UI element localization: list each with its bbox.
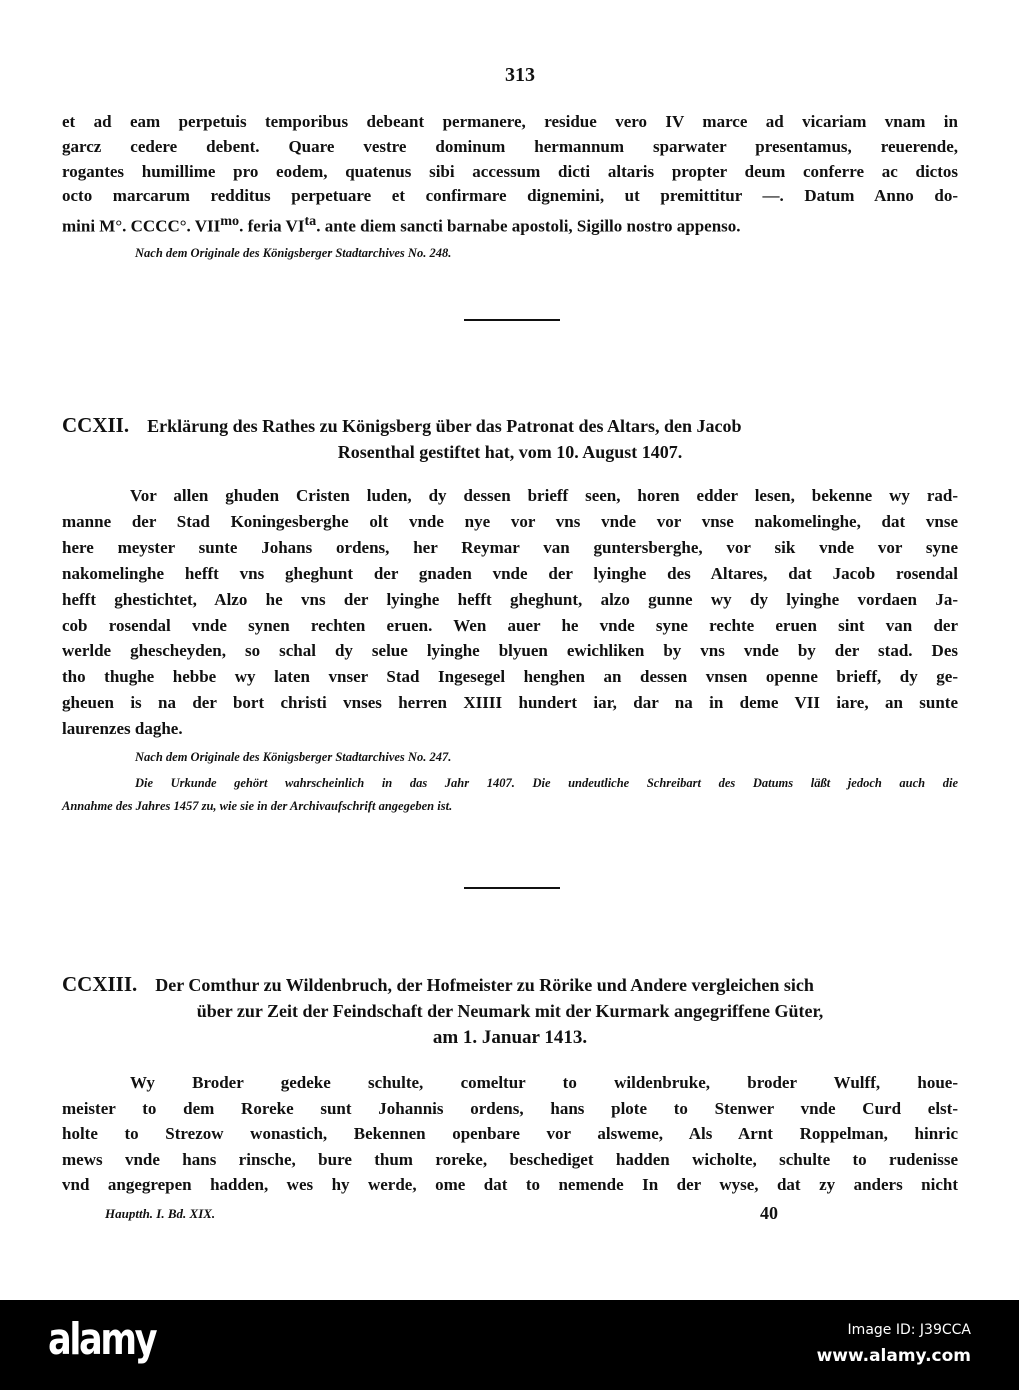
text-line: hefft ghestichtet, Alzo he vns der lyinghe hefft gheghunt, alzo gunne wy dy lyinghe vordaen Ja- xyxy=(62,589,958,609)
section-divider xyxy=(464,887,560,889)
site-url: www.alamy.com xyxy=(816,1346,971,1366)
text-line: laurenzes daghe. xyxy=(62,719,183,739)
section-3-title-line-3: am 1. Januar 1413. xyxy=(432,1027,588,1048)
section-2-heading xyxy=(62,414,958,437)
section-3-number: CCXIII. xyxy=(62,972,138,996)
text-line: werlde ghescheyden, so schal dy selue lyinghe blyuen ewichliken by vns vnde by der stad. Des xyxy=(62,641,958,661)
watermark-bar xyxy=(0,1300,1019,1390)
text-line: tho thughe hebbe wy laten vnser Stad Ingesegel henghen an dessen vnsen openne brieff, dy ge- xyxy=(62,667,958,687)
remark-line-1: Die Urkunde gehört wahrscheinlich in das Jahr 1407. Die undeutliche Schreibart des Datums läßt jedoch auch die xyxy=(135,776,958,790)
sheet-number: 40 xyxy=(760,1203,778,1223)
text-line: mini M°. CCCC°. $VII^{mo}$. feria $VI^{ta}$. ante diem sancti barnabe apostoli, Sigillo nostro appenso. xyxy=(62,213,741,236)
image-id: Image ID: J39CCA xyxy=(847,1322,971,1338)
section-2-number: CCXII. xyxy=(62,413,130,437)
text-line: Vor allen ghuden Cristen luden, dy dessen brieff seen, horen edder lesen, bekenne wy rad- xyxy=(130,486,958,505)
section-divider xyxy=(464,319,560,321)
text-line: cob rosendal vnde synen rechten eruen. Wen auer he vnde syne rechte eruen sint van der xyxy=(62,615,958,635)
text-line: here meyster sunte Johans ordens, her Reymar van guntersberghe, vor sik vnde vor syne xyxy=(62,537,958,557)
text-line: gheuen is na der bort christi vnses herren XIIII hundert iar, dar na in deme VII iare, an sunte xyxy=(62,693,958,713)
text-line: meister to dem Roreke sunt Johannis ordens, hans plote to Stenwer vnde Curd elst- xyxy=(62,1098,958,1118)
text-line: manne der Stad Koningesberghe olt vnde nye vor vns vnde vor vnse nakomelinghe, dat vnse xyxy=(62,511,958,531)
text-line: vnd angegrepen hadden, wes hy werde, ome dat to nemende In der wyse, dat zy anders nicht xyxy=(62,1175,958,1195)
remark-line-2: Annahme des Jahres 1457 zu, wie sie in der Archivaufschrift angegeben ist. xyxy=(62,799,453,813)
alamy-logo: alamy xyxy=(48,1314,156,1365)
section-2-title-line-2: Rosenthal gestiftet hat, vom 10. August 1407. xyxy=(337,442,683,462)
source-note-247: Nach dem Originale des Königsberger Stadtarchives No. 247. xyxy=(135,750,452,764)
text-line: rogantes humillime pro eodem, quatenus sibi accessum dicti altaris propter deum conferre ac dictos xyxy=(62,161,958,181)
section-3-heading xyxy=(62,973,958,996)
text-line: et ad eam perpetuis temporibus debeant permanere, residue vero IV marce ad vicariam vnam in xyxy=(62,112,958,131)
text-line: Wy Broder gedeke schulte, comeltur to wildenbruke, broder Wulff, houe- xyxy=(130,1073,958,1092)
text-line: nakomelinghe hefft vns gheghunt der gnaden vnde der lyinghe des Altares, dat Jacob rosendal xyxy=(62,563,958,583)
text-line: garcz cedere debent. Quare vestre dominum hermannum sparwater presentamus, reuerende, xyxy=(62,136,958,156)
section-3-title-line-1: Der Comthur zu Wildenbruch, der Hofmeister zu Rörike und Andere vergleichen sich xyxy=(155,975,814,995)
text-line: octo marcarum redditus perpetuare et confirmare dignemini, ut premittitur —. Datum Anno do- xyxy=(62,186,958,206)
page-number: 313 xyxy=(505,64,535,86)
text-line: holte to Strezow wonastich, Bekennen openbare vor alsweme, Als Arnt Roppelman, hinric xyxy=(62,1124,958,1144)
section-3-title-line-2: über zur Zeit der Feindschaft der Neumark mit der Kurmark angegriffene Güter, xyxy=(196,1001,824,1021)
section-2-title-line-1: Erklärung des Rathes zu Königsberg über das Patronat des Altars, den Jacob xyxy=(147,416,742,436)
source-note-248: Nach dem Originale des Königsberger Stadtarchives No. 248. xyxy=(135,246,452,260)
sheet-signature: Hauptth. I. Bd. XIX. xyxy=(105,1206,216,1221)
text-line: mews vnde hans rinsche, bure thum roreke, beschediget hadden wicholte, schulte to rudenisse xyxy=(62,1149,958,1169)
